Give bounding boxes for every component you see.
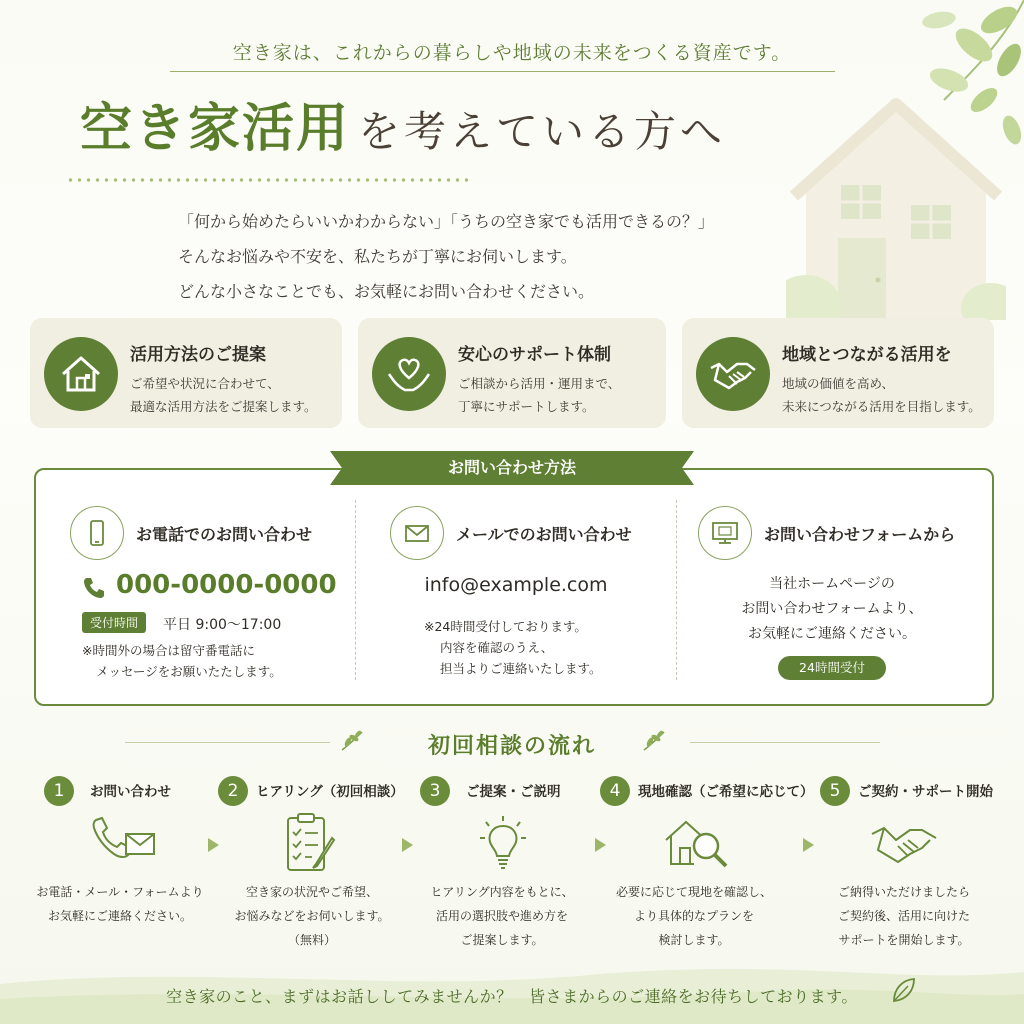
step-desc bbox=[22, 880, 218, 928]
flow-title: 初回相談の流れ bbox=[427, 734, 596, 759]
column-divider bbox=[676, 500, 677, 680]
clipboard-icon bbox=[276, 812, 346, 874]
step-number: 5 bbox=[820, 776, 850, 806]
column-divider bbox=[355, 500, 356, 680]
leaf-icon bbox=[888, 975, 918, 1005]
step-desc-line: 検討します。 bbox=[658, 933, 730, 947]
feature-card-proposal bbox=[30, 318, 342, 428]
flow-step-4 bbox=[596, 776, 814, 947]
heart-hands-icon bbox=[372, 337, 446, 411]
mail-note-line: 担当よりご連絡いたします。 bbox=[440, 661, 602, 676]
step-desc-line: 空き家の状況やご希望、 bbox=[245, 885, 378, 899]
mail-note-line: 内容を確認のうえ、 bbox=[440, 640, 554, 655]
lightbulb-icon bbox=[468, 812, 538, 874]
step-number: 4 bbox=[600, 776, 630, 806]
feature-desc-line: 未来につながる活用を目指します。 bbox=[782, 399, 981, 414]
step-number: 2 bbox=[218, 776, 248, 806]
phone-icon bbox=[82, 576, 106, 600]
computer-icon bbox=[698, 506, 752, 560]
form-contact-title: お問い合わせフォームから bbox=[764, 525, 956, 544]
step-desc-line: （無料） bbox=[287, 933, 336, 947]
form-desc-line: 当社ホームページの bbox=[769, 576, 895, 592]
feature-title: 安心のサポート体制 bbox=[458, 345, 611, 365]
step-desc-line: より具体的なプランを bbox=[633, 909, 754, 923]
intro-text bbox=[178, 204, 714, 309]
phone-note-line: ※時間外の場合は留守番電話に bbox=[82, 643, 255, 658]
step-desc-line: お電話・メール・フォームより bbox=[36, 885, 204, 899]
email-address[interactable]: info@example.com bbox=[424, 574, 608, 596]
house-icon bbox=[44, 337, 118, 411]
step-desc-line: お気軽にご連絡ください。 bbox=[47, 909, 192, 923]
flow-step-5 bbox=[806, 776, 1002, 946]
smartphone-icon bbox=[70, 506, 124, 560]
tagline-divider bbox=[170, 71, 835, 72]
step-desc bbox=[806, 880, 1002, 952]
step-desc-line: サポートを開始します。 bbox=[838, 933, 970, 947]
form-24h-badge: 24時間受付 bbox=[778, 656, 886, 680]
step-desc bbox=[214, 880, 410, 952]
handshake-icon bbox=[870, 812, 940, 874]
intro-line: 「何から始めたらいいかわからない」「うちの空き家でも活用できるの？」 bbox=[178, 212, 715, 231]
page-title bbox=[80, 86, 726, 161]
step-desc bbox=[596, 880, 792, 952]
page-title-rest: を考えている方へ bbox=[358, 107, 727, 156]
step-desc-line: ご納得いただけましたら bbox=[837, 885, 970, 899]
feature-title: 地域とつながる活用を bbox=[782, 345, 952, 365]
intro-line: そんなお悩みや不安を、私たちが丁寧にお伺いします。 bbox=[178, 247, 577, 266]
feature-desc-line: ご相談から活用・運用まで、 bbox=[458, 376, 621, 391]
form-desc bbox=[700, 572, 964, 647]
step-desc-line: ご契約後、活用に向けた bbox=[837, 909, 970, 923]
feature-card-support bbox=[358, 318, 666, 428]
feature-desc-line: ご希望や状況に合わせて、 bbox=[130, 376, 280, 391]
form-desc-line: お気軽にご連絡ください。 bbox=[748, 626, 916, 642]
flow-step-2 bbox=[214, 776, 410, 946]
business-hours: 平日 9:00〜17:00 bbox=[163, 617, 282, 633]
step-label: ご提案・ご説明 bbox=[466, 784, 561, 800]
feature-card-community bbox=[682, 318, 994, 428]
step-desc-line: 活用の選択肢や進め方を bbox=[435, 909, 568, 923]
page-title-emphasis: 空き家活用 bbox=[80, 98, 351, 159]
feature-desc-line: 最適な活用方法をご提案します。 bbox=[130, 399, 317, 414]
phone-number[interactable]: 000-0000-0000 bbox=[116, 570, 337, 600]
house-search-icon bbox=[662, 812, 732, 874]
step-number: 3 bbox=[420, 776, 450, 806]
feature-desc-line: 地域の価値を高め、 bbox=[782, 376, 895, 391]
step-desc-line: お悩みなどをお伺いします。 bbox=[234, 909, 390, 923]
step-label: ご契約・サポート開始 bbox=[858, 784, 993, 800]
flow-step-3 bbox=[404, 776, 600, 946]
step-label: お問い合わせ bbox=[90, 784, 171, 800]
footer-message: 空き家のこと、まずはお話ししてみませんか？ 皆さまからのご連絡をお待ちしております。 bbox=[166, 987, 858, 1006]
form-desc-line: お問い合わせフォームより、 bbox=[741, 601, 923, 617]
intro-line: どんな小さなことでも、お気軽にお問い合わせください。 bbox=[178, 282, 595, 301]
leaves-decoration bbox=[824, 0, 1024, 200]
step-desc bbox=[404, 880, 600, 952]
flow-step-1 bbox=[22, 776, 218, 946]
step-label: ヒアリング（初回相談） bbox=[256, 784, 404, 800]
phone-note-line: メッセージをお願いたたします。 bbox=[96, 664, 282, 679]
feature-desc bbox=[458, 372, 620, 418]
dotted-divider bbox=[66, 178, 470, 182]
tagline: 空き家は、これからの暮らしや地域の未来をつくる資産です。 bbox=[232, 42, 792, 64]
step-desc-line: ご提案します。 bbox=[460, 933, 544, 947]
step-desc-line: ヒアリング内容をもとに、 bbox=[430, 885, 574, 899]
feature-desc-line: 丁寧にサポートします。 bbox=[458, 399, 595, 414]
mail-note bbox=[424, 616, 602, 679]
phone-note bbox=[82, 640, 282, 682]
hours-badge: 受付時間 bbox=[82, 612, 146, 633]
feature-title: 活用方法のご提案 bbox=[130, 345, 266, 365]
feature-desc bbox=[130, 372, 317, 418]
envelope-icon bbox=[390, 506, 444, 560]
step-label: 現地確認（ご希望に応じて） bbox=[638, 784, 814, 800]
phone-contact-title: お電話でのお問い合わせ bbox=[136, 525, 313, 544]
feature-desc bbox=[782, 372, 981, 418]
step-desc-line: 必要に応じて現地を確認し、 bbox=[615, 885, 772, 899]
contact-section-title: お問い合わせ方法 bbox=[447, 458, 576, 477]
mail-note-line: ※24時間受付しております。 bbox=[424, 619, 587, 634]
phone-mail-icon bbox=[88, 812, 158, 874]
handshake-icon bbox=[696, 337, 770, 411]
mail-contact-title: メールでのお問い合わせ bbox=[456, 525, 632, 544]
step-number: 1 bbox=[44, 776, 74, 806]
